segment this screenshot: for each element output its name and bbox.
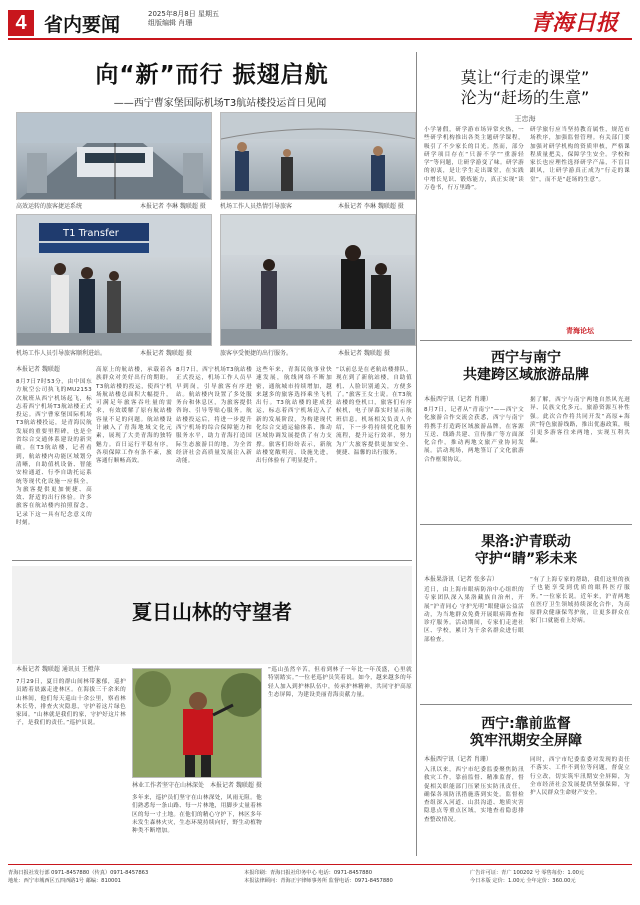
photo-staff-hall <box>220 112 416 200</box>
article4-title <box>420 716 632 750</box>
opinion-title-line2: 沦为“赶场的生意” <box>460 88 590 107</box>
footer-line: 广告许可证：青广 100202 号 零售每份：1.00元 <box>470 870 585 876</box>
feature-body-col3: “巡山虽然辛苦，但看到林子一年比一年茂盛，心里就特别踏实。”一位老巡护员笑着说。如今，越来越多的年轻人加入到护林队伍中，传承护林精神，共同守护高原生态屏障，为建设美丽青海贡献力量。 <box>268 667 412 698</box>
opinion-title-line1: 莫让“行走的课堂” <box>460 68 590 87</box>
date-line: 2025年8月8日 星期五 <box>148 10 219 18</box>
article3-bottom-rule <box>420 704 632 705</box>
footer-line: 今日本版 定价：1.00元 全年定价：360.00元 <box>470 878 576 884</box>
lead-body-col1: 8月7日7时53分，由中国东方航空公司执飞的MU2153次航班从西宁机场起飞，标志着西宁机场T3航站楼正式投运。西宁曹家堡国际机场T3航站楼投运，是青海民航发展的重要里程碑，也是全省综合交通体系建设的新突破。在T3航站楼，记者看到，航站楼内功能区域划分清晰，自助值机设备、智能安检通道、行李自助托运系统等现代化设施一应俱全，为旅客提供更加便捷、高效、舒适的出行体验。许多旅客在航站楼内拍照留念，记录下这一具有纪念意义的时刻。 <box>16 379 92 527</box>
train-photo-illustration <box>17 113 212 200</box>
lead-body-col4: 这些年来，青海民航事业快速发展，航线网络不断加密，通航城市持续增加，越来越多的旅客选择乘坐飞机出行。T3航站楼的建成投运，标志着西宁机场迈入了新的发展阶段，为构建现代化综合交通运输体系、推动区域协调发展提供了有力支撑。旅客们纷纷表示，新航站楼宽敞明亮、设施先进，出行体验有了明显提升。 <box>256 367 332 465</box>
credit-photo1: 本报记者 李琳 魏联超 摄 <box>140 203 206 210</box>
transfer-photo-illustration <box>17 215 212 346</box>
article3-title-line2: 守护“睛”彩未来 <box>474 551 578 567</box>
footer-block-right <box>470 869 630 885</box>
feature-body-col2: 多年来，巡护员们坚守在山林深处，风雨无阻。他们熟悉每一条山路、每一片林地，用脚步丈量着林区的每一寸土地。在他们的精心守护下，林区多年未发生森林火灾，生态环境持续向好，野生动植物种类不断增加。 <box>132 795 262 835</box>
transfer-sign-text: T1 Transfer <box>63 228 119 239</box>
caption-photo4: 旅客享受便捷的出行服务。 <box>220 350 293 357</box>
article4-body-col1: 入汛以来，西宁市纪委监委聚焦防汛救灾工作，靠前监督、精准监督，督促相关职能部门压紧压实防汛责任，确保各项防汛措施落到实处。监督检查组深入河道、山洪沟道、地质灾害隐患点等重点区域，实地查看隐患排查整改情况。 <box>424 767 524 823</box>
opinion-body-col1: 小学暑假，研学游市场异常火热，一些研学机构推出各类主题研学课程，吸引了不少家长的目光。然而，部分研学项目存在“只游不学”“重游轻学”等问题，让研学游变了味。研学游的初衷，是让学生走出课堂，在实践中增长见识、锻炼能力，真正实现“读万卷书，行万里路”。 <box>424 127 524 192</box>
credit-photo2: 本报记者 李琳 魏联超 摄 <box>338 203 404 210</box>
lead-body-col2: 高原上的航站楼，承载着各族群众对美好出行的期盼。T3航站楼的投运，使西宁机场航站楼总面积大幅提升，可满足年旅客吞吐量的需求，有效缓解了原有航站楼容量不足的问题。航站楼设计融入了青海地域文化元素，展现了大美青海的独特魅力。首日运行平稳有序，各项保障工作有条不紊，旅客通行顺畅高效。 <box>96 367 172 465</box>
article4-byline: 本报西宁讯（记者 肖珊） <box>424 756 492 763</box>
footer-block-left <box>8 869 238 885</box>
header-date <box>148 10 219 28</box>
photo-forest-ranger <box>132 668 262 778</box>
lead-byline: 本报记者 魏联超 <box>16 366 60 373</box>
footer-line: 本报法律顾问：青海正宇律师事务所 监督电话：0971-8457880 <box>244 878 393 884</box>
article2-title <box>420 350 632 384</box>
article3-body-col2: “有了上海专家的帮助，我们这里的孩子也能享受到优质的眼科医疗服务。”一位家长说。近年来，沪青两地在医疗卫生领域持续深化合作，为高原群众健康保驾护航，让更多群众在家门口就能看上好病。 <box>530 577 630 625</box>
photo-passengers <box>220 214 416 346</box>
opinion-body-col2: 研学旅行应当坚持教育属性，规范市场秩序，加强监督管理。有关部门要加强对研学机构的资质审核，严格课程质量把关，保障学生安全。学校和家长也应理性选择研学产品，不盲目跟风，让研学游真正成为“行走的课堂”，而不是“赶场的生意”。 <box>530 127 630 183</box>
photo-transfer-sign <box>16 214 212 346</box>
article2-title-line1: 西宁与南宁 <box>491 350 561 366</box>
article3-body-col1: 近日，由上海市眼病防治中心组织的专家团队深入果洛藏族自治州，开展“沪青同心 守护光明”眼健康公益活动，为当地群众免费开展眼病筛查和诊疗服务。活动期间，专家们走进社区、学校，累计为千余名群众进行眼部检查。 <box>424 587 524 643</box>
editor-line: 组版编辑 肖珊 <box>148 19 193 27</box>
footer-line: 青海日报社发行部 0971-8457880（传真）0971-8457863 <box>8 870 149 876</box>
feature-title: 夏日山林的守望者 <box>132 600 292 624</box>
credit-photo4: 本报记者 魏联超 摄 <box>338 350 390 357</box>
footer-block-middle <box>244 869 464 885</box>
column-separator <box>416 52 417 856</box>
lead-subtitle: ——西宁曹家堡国际机场T3航站楼投运首日见闻 <box>113 98 327 109</box>
article3-title-line1: 果洛:沪青联动 <box>481 534 571 550</box>
article2-title-line2: 共建跨区域旅游品牌 <box>463 367 589 383</box>
ranger-photo-illustration <box>133 669 262 778</box>
caption-photo1: 高效运转的旅客捷运系统 <box>16 203 83 210</box>
article3-byline: 本报果洛讯（记者 张多吉） <box>424 576 498 583</box>
page-header <box>0 0 640 40</box>
caption-photo3: 机场工作人员引导旅客顺利进站。 <box>16 350 107 357</box>
caption-photo2: 机场工作人员热情引导旅客 <box>220 203 293 210</box>
opinion-bottom-rule <box>420 340 632 341</box>
footer-line: 地址：西宁市城西区五四西路1号 邮编：810001 <box>8 878 121 884</box>
feature-caption: 林业工作者坚守在山林深处 <box>132 782 205 789</box>
opinion-column-label: 青海论坛 <box>566 327 594 335</box>
photo-train-station <box>16 112 212 200</box>
footer-line: 本报印刷：青海日报社印务中心 电话：0971-8457880 <box>244 870 373 876</box>
page-number: 4 <box>8 10 34 36</box>
opinion-author: 王忠海 <box>514 115 536 123</box>
feature-credit: 本报记者 魏联超 摄 <box>210 782 262 789</box>
lead-body-col5: “以前总是在老航站楼排队，现在到了新航站楼，自助值机、人脸识别通关，方便多了。”旅客王女士说。在T3航站楼的登机口，旅客们有序候机，电子屏幕实时显示航班信息。机场相关负责人介绍，下一步将持续优化服务流程，提升运行效率，努力为广大旅客提供更加安全、便捷、温馨的出行服务。 <box>336 367 412 456</box>
article4-title-line2: 筑牢汛期安全屏障 <box>470 733 582 749</box>
hall-photo-illustration <box>221 113 416 200</box>
article2-body-col2: 据了解，西宁与南宁两地自然风光迥异、民族文化多元，旅游资源互补性强。此次合作将共同开发“高原+海滨”特色旅游线路，推出优惠政策，吸引更多游客往来两地，实现互利共赢。 <box>530 397 630 445</box>
opinion-title <box>420 68 630 108</box>
feature-top-rule <box>12 560 412 561</box>
newspaper-logo: 青海日报 <box>529 10 618 36</box>
article3-title <box>420 534 632 568</box>
credit-photo3: 本报记者 魏联超 摄 <box>140 350 192 357</box>
feature-body-col1: 7月29日，夏日的群山间林带葱郁，巡护员踏着晨露走进林区。在海拔三千余米的山林间，他们每天巡山十余公里，察看林木长势，排查火灾隐患，守护着这片绿色家园。“山林就是我们的家，守护好这片林子，是我们的责任。”巡护员说。 <box>16 679 126 727</box>
article4-body-col2: 同时，西宁市纪委监委对发现的责任不落实、工作不到位等问题，督促立行立改，切实筑牢汛期安全屏障，为全市经济社会发展提供坚强保障，守护人民群众生命财产安全。 <box>530 757 630 797</box>
article4-title-line1: 西宁:靠前监督 <box>481 716 571 732</box>
feature-byline: 本报记者 魏联超 通讯员 王橙萍 <box>16 666 100 673</box>
lead-body-col3: 8月7日，西宁机场T3航站楼正式投运，机场工作人员早早到岗，引导旅客有序进站。航站楼内设置了多处服务台和休息区，为旅客提供咨询、引导等贴心服务。航站楼投运后，将进一步提升西宁机场的综合保障能力和服务水平，助力青海打造国际生态旅游目的地，为全省经济社会高质量发展注入新动能。 <box>176 367 252 465</box>
article2-byline: 本报西宁讯（记者 肖珊） <box>424 396 492 403</box>
article2-bottom-rule <box>420 524 632 525</box>
lead-title: 向“新”而行 振翅启航 <box>95 62 329 88</box>
passengers-photo-illustration <box>221 215 416 346</box>
article2-body-col1: 8月7日，记者从“青南宁”——西宁文化旅游合作交流会获悉，西宁与南宁将携手打造跨区域旅游品牌，在客源互送、线路共建、宣传推广等方面深化合作，推动两地文旅产业协同发展。活动现场，两地签订了文化旅游合作框架协议。 <box>424 407 524 463</box>
header-rule <box>8 38 632 40</box>
page-footer <box>8 864 632 900</box>
section-name: 省内要闻 <box>44 14 121 36</box>
